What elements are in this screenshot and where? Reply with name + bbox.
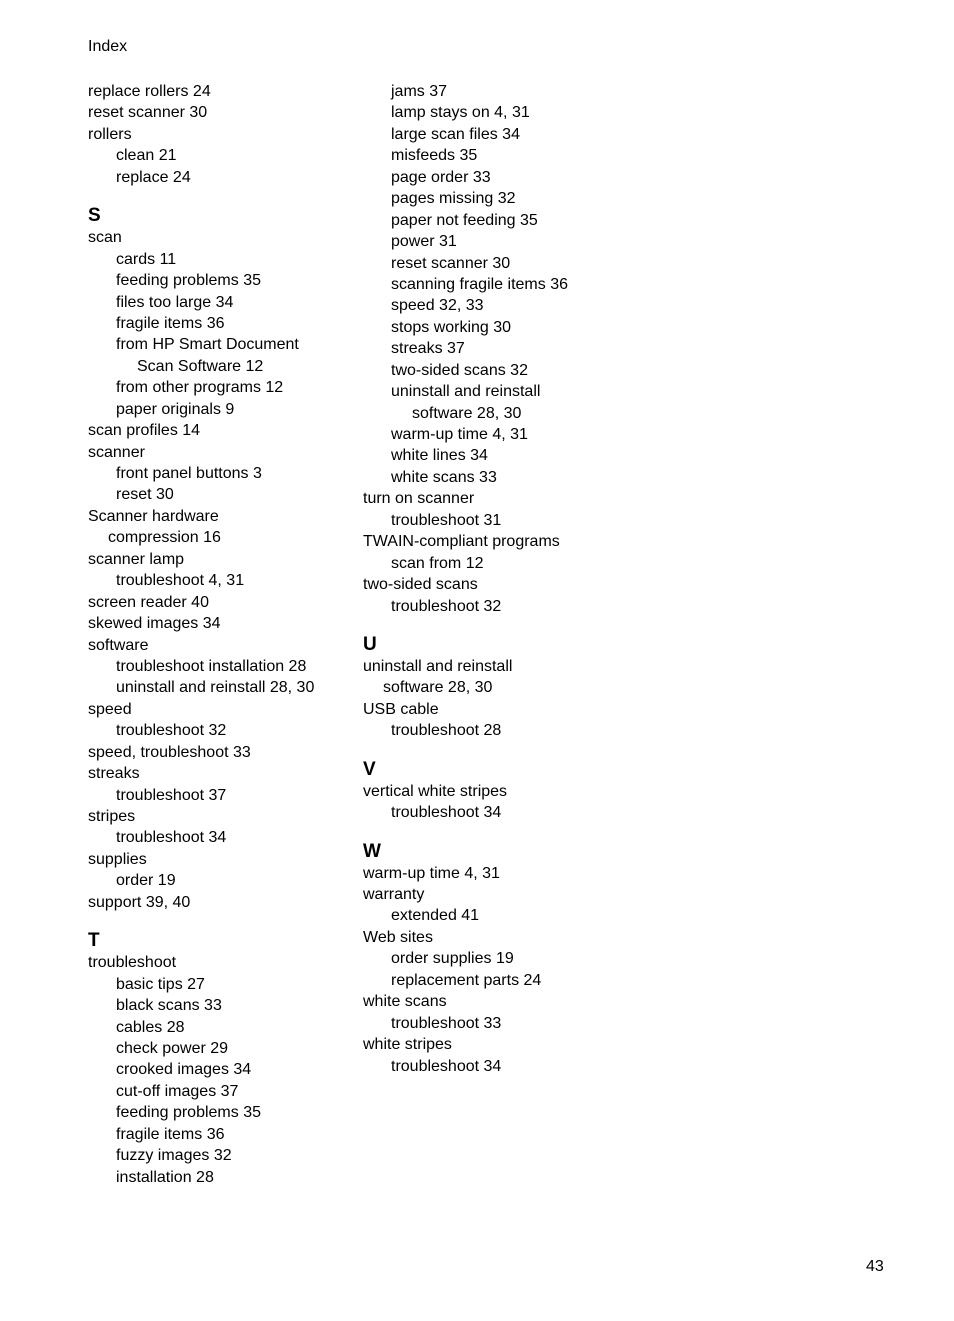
index-entry: reset scanner 30 bbox=[88, 104, 208, 122]
index-column-left bbox=[88, 81, 358, 1188]
index-entry: troubleshoot bbox=[88, 954, 177, 972]
index-subentry: troubleshoot 34 bbox=[391, 804, 502, 822]
index-subentry: troubleshoot installation 28 bbox=[116, 657, 307, 675]
running-header: Index bbox=[88, 38, 128, 55]
index-entry: two-sided scans bbox=[363, 576, 478, 594]
section-letter-heading: W bbox=[363, 840, 381, 862]
index-subentry: from HP Smart Document bbox=[116, 336, 299, 354]
index-subentry: scan from 12 bbox=[391, 554, 484, 572]
index-subentry: check power 29 bbox=[116, 1039, 229, 1057]
index-entry: white scans bbox=[363, 993, 447, 1011]
index-subentry: power 31 bbox=[391, 233, 457, 251]
index-subentry: extended 41 bbox=[391, 907, 480, 925]
index-entry: speed, troubleshoot 33 bbox=[88, 743, 251, 761]
index-subentry: misfeeds 35 bbox=[391, 147, 478, 165]
index-subentry: lamp stays on 4, 31 bbox=[391, 104, 530, 122]
index-subentry: pages missing 32 bbox=[391, 190, 516, 208]
index-entry: supplies bbox=[88, 850, 147, 868]
index-subentry: replacement parts 24 bbox=[391, 971, 542, 989]
section-spacer bbox=[88, 913, 358, 929]
index-subentry: fuzzy images 32 bbox=[116, 1147, 232, 1165]
index-entry: Scanner hardware bbox=[88, 507, 219, 525]
index-subentry: cut-off images 37 bbox=[116, 1082, 239, 1100]
index-entry: scan profiles 14 bbox=[88, 422, 201, 440]
index-entry: turn on scanner bbox=[363, 490, 475, 508]
index-subentry: troubleshoot 34 bbox=[116, 829, 227, 847]
index-subentry: white scans 33 bbox=[391, 468, 497, 486]
index-entry: scan bbox=[88, 229, 122, 247]
index-subentry: basic tips 27 bbox=[116, 975, 205, 993]
section-spacer bbox=[363, 742, 633, 758]
index-subentry: front panel buttons 3 bbox=[116, 465, 262, 482]
index-subentry: fragile items 36 bbox=[116, 314, 225, 332]
index-subentry: streaks 37 bbox=[391, 340, 465, 358]
section-letter-heading: T bbox=[88, 930, 100, 952]
index-entry: scanner lamp bbox=[88, 550, 185, 568]
index-subentry: from other programs 12 bbox=[116, 379, 284, 397]
index-subentry: paper not feeding 35 bbox=[391, 211, 538, 229]
index-entry: scanner bbox=[88, 443, 145, 461]
index-subentry: installation 28 bbox=[116, 1168, 214, 1186]
index-subentry: troubleshoot 32 bbox=[116, 722, 227, 740]
section-letter-heading: S bbox=[88, 205, 101, 227]
index-subentry: crooked images 34 bbox=[116, 1061, 252, 1079]
index-subentry: jams 37 bbox=[391, 83, 448, 100]
index-subentry: reset scanner 30 bbox=[391, 254, 511, 272]
index-entry: white stripes bbox=[363, 1036, 452, 1054]
index-entry: vertical white stripes bbox=[363, 782, 508, 800]
index-entry: support 39, 40 bbox=[88, 893, 191, 911]
index-subentry: troubleshoot 28 bbox=[391, 722, 502, 740]
index-subentry: white lines 34 bbox=[391, 447, 488, 465]
index-entry: USB cable bbox=[363, 700, 439, 718]
section-letter-heading: U bbox=[363, 633, 377, 655]
index-subentry: troubleshoot 4, 31 bbox=[116, 572, 245, 590]
index-subentry: order 19 bbox=[116, 872, 176, 890]
index-subentry: software 28, 30 bbox=[383, 679, 493, 697]
index-subentry: files too large 34 bbox=[116, 293, 234, 311]
index-entry: warranty bbox=[363, 886, 425, 903]
section-letter-heading: V bbox=[363, 758, 376, 780]
index-subentry: paper originals 9 bbox=[116, 400, 235, 418]
index-entry: uninstall and reinstall bbox=[363, 657, 513, 675]
index-entry: screen reader 40 bbox=[88, 593, 209, 611]
section-spacer bbox=[88, 188, 358, 204]
index-subentry: order supplies 19 bbox=[391, 950, 514, 968]
index-entry: streaks bbox=[88, 765, 140, 783]
index-subentry: compression 16 bbox=[108, 529, 221, 547]
index-subentry: troubleshoot 32 bbox=[391, 597, 502, 615]
index-subentry: clean 21 bbox=[116, 147, 177, 165]
index-subentry: troubleshoot 37 bbox=[116, 786, 227, 804]
index-subentry: software 28, 30 bbox=[412, 404, 522, 422]
index-subentry: uninstall and reinstall bbox=[391, 383, 541, 401]
index-column-right bbox=[363, 81, 633, 1077]
index-subentry: page order 33 bbox=[391, 168, 491, 186]
index-entry: replace rollers 24 bbox=[88, 83, 211, 100]
index-subentry: black scans 33 bbox=[116, 997, 222, 1015]
index-subentry: fragile items 36 bbox=[116, 1125, 225, 1143]
index-subentry: troubleshoot 34 bbox=[391, 1057, 502, 1075]
index-subentry: reset 30 bbox=[116, 486, 174, 504]
index-subentry: speed 32, 33 bbox=[391, 297, 484, 315]
index-entry: software bbox=[88, 636, 149, 654]
index-entry: speed bbox=[88, 700, 132, 718]
index-entry: skewed images 34 bbox=[88, 615, 221, 633]
index-subentry: stops working 30 bbox=[391, 318, 512, 336]
index-subentry: cards 11 bbox=[116, 250, 177, 268]
section-spacer bbox=[363, 824, 633, 840]
index-subentry: replace 24 bbox=[116, 168, 191, 186]
index-subentry: feeding problems 35 bbox=[116, 1104, 261, 1122]
index-subentry: feeding problems 35 bbox=[116, 272, 261, 290]
index-entry: TWAIN-compliant programs bbox=[363, 533, 560, 551]
index-subentry: cables 28 bbox=[116, 1018, 185, 1036]
index-entry: Web sites bbox=[363, 928, 433, 946]
index-subentry: two-sided scans 32 bbox=[391, 361, 528, 379]
page-number: 43 bbox=[866, 1258, 884, 1275]
index-subentry: warm-up time 4, 31 bbox=[391, 426, 528, 443]
index-entry: warm-up time 4, 31 bbox=[363, 864, 500, 882]
section-spacer bbox=[363, 617, 633, 633]
index-subentry: large scan files 34 bbox=[391, 125, 520, 143]
index-subentry: scanning fragile items 36 bbox=[391, 275, 568, 293]
index-subentry: troubleshoot 33 bbox=[391, 1014, 502, 1032]
index-subentry: uninstall and reinstall 28, 30 bbox=[116, 679, 315, 697]
index-subentry: troubleshoot 31 bbox=[391, 511, 502, 529]
index-entry: rollers bbox=[88, 125, 132, 143]
index-subentry: Scan Software 12 bbox=[137, 357, 264, 375]
index-entry: stripes bbox=[88, 808, 136, 825]
